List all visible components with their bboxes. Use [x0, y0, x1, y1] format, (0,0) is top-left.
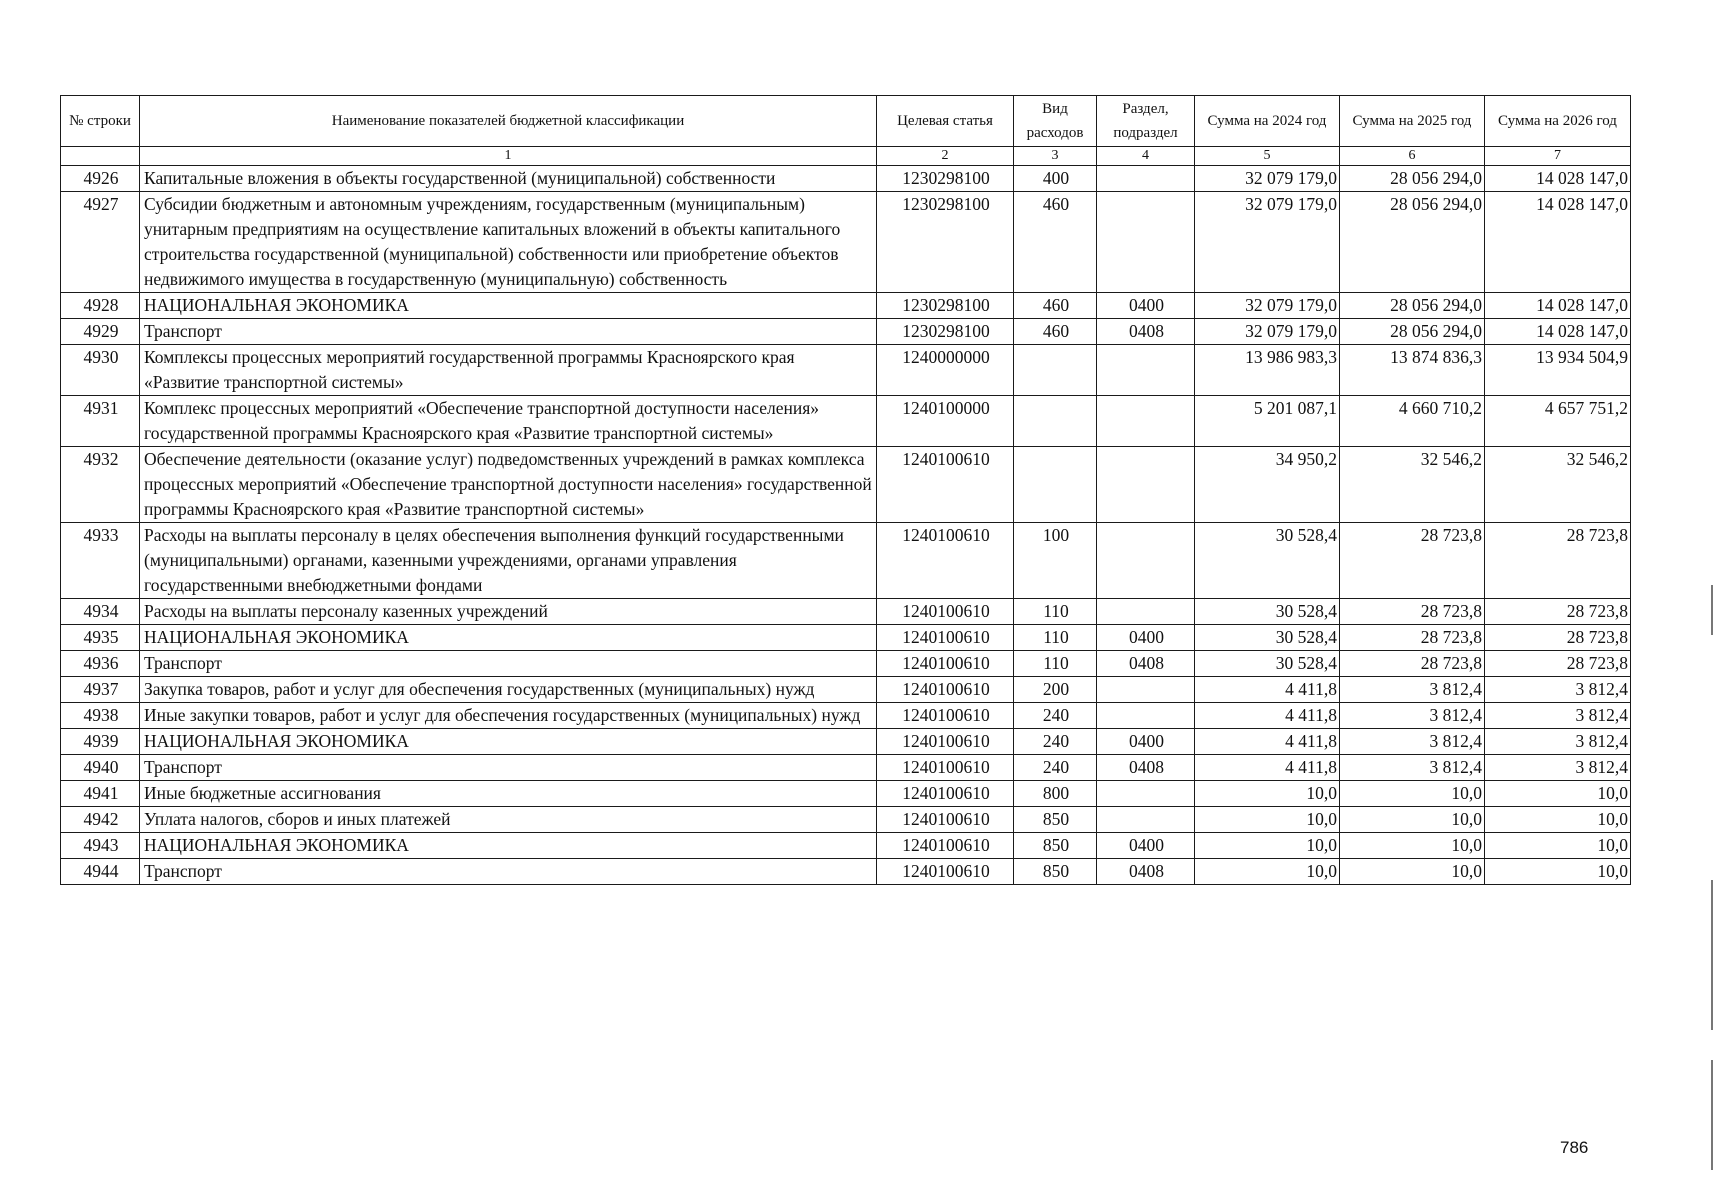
table-row	[61, 166, 1631, 192]
target-article-cell: 1240100610	[877, 447, 1014, 523]
expense-type-cell	[1014, 447, 1097, 523]
target-article-cell: 1230298100	[877, 192, 1014, 293]
expense-type-cell: 240	[1014, 729, 1097, 755]
sum-2026-cell: 14 028 147,0	[1485, 293, 1631, 319]
column-number: 5	[1195, 147, 1340, 166]
scan-edge-mark	[1711, 585, 1713, 635]
row-number-cell: 4930	[61, 345, 140, 396]
sum-2026-cell: 32 546,2	[1485, 447, 1631, 523]
target-article-cell: 1240100000	[877, 396, 1014, 447]
section-cell	[1097, 192, 1195, 293]
sum-2025-cell: 28 056 294,0	[1340, 192, 1485, 293]
header-row-number: № строки	[61, 96, 140, 147]
sum-2024-cell: 10,0	[1195, 859, 1340, 885]
row-number-cell: 4940	[61, 755, 140, 781]
header-indicator-name: Наименование показателей бюджетной классификации	[140, 96, 877, 147]
sum-2026-cell: 3 812,4	[1485, 677, 1631, 703]
sum-2024-cell: 4 411,8	[1195, 677, 1340, 703]
indicator-name-cell: Расходы на выплаты персоналу в целях обеспечения выполнения функций государственными (муниципальными) органами, казенными учреждениями, органами управления государственными внебюджетными фондами	[140, 523, 877, 599]
row-number-cell: 4932	[61, 447, 140, 523]
sum-2025-cell: 4 660 710,2	[1340, 396, 1485, 447]
section-cell: 0400	[1097, 729, 1195, 755]
indicator-name-cell: Капитальные вложения в объекты государственной (муниципальной) собственности	[140, 166, 877, 192]
sum-2025-cell: 28 056 294,0	[1340, 166, 1485, 192]
sum-2024-cell: 5 201 087,1	[1195, 396, 1340, 447]
expense-type-cell: 240	[1014, 703, 1097, 729]
sum-2026-cell: 3 812,4	[1485, 729, 1631, 755]
table-row	[61, 859, 1631, 885]
table-row	[61, 755, 1631, 781]
sum-2026-cell: 10,0	[1485, 833, 1631, 859]
expense-type-cell: 110	[1014, 625, 1097, 651]
table-row	[61, 703, 1631, 729]
column-number: 3	[1014, 147, 1097, 166]
row-number-cell: 4943	[61, 833, 140, 859]
table-row	[61, 396, 1631, 447]
section-cell: 0408	[1097, 859, 1195, 885]
sum-2025-cell: 3 812,4	[1340, 703, 1485, 729]
sum-2026-cell: 13 934 504,9	[1485, 345, 1631, 396]
section-cell: 0408	[1097, 319, 1195, 345]
table-row	[61, 345, 1631, 396]
table-row	[61, 523, 1631, 599]
sum-2025-cell: 28 723,8	[1340, 651, 1485, 677]
section-cell	[1097, 447, 1195, 523]
expense-type-cell: 850	[1014, 859, 1097, 885]
target-article-cell: 1240100610	[877, 625, 1014, 651]
section-cell: 0400	[1097, 833, 1195, 859]
header-sum-2026: Сумма на 2026 год	[1485, 96, 1631, 147]
target-article-cell: 1240100610	[877, 755, 1014, 781]
section-cell	[1097, 523, 1195, 599]
indicator-name-cell: Иные закупки товаров, работ и услуг для обеспечения государственных (муниципальных) нужд	[140, 703, 877, 729]
indicator-name-cell: Закупка товаров, работ и услуг для обеспечения государственных (муниципальных) нужд	[140, 677, 877, 703]
expense-type-cell: 100	[1014, 523, 1097, 599]
section-cell	[1097, 599, 1195, 625]
column-number: 7	[1485, 147, 1631, 166]
indicator-name-cell: Расходы на выплаты персоналу казенных учреждений	[140, 599, 877, 625]
sum-2024-cell: 32 079 179,0	[1195, 319, 1340, 345]
header-expense-type: Вид расходов	[1014, 96, 1097, 147]
section-cell	[1097, 345, 1195, 396]
row-number-cell: 4939	[61, 729, 140, 755]
indicator-name-cell: Транспорт	[140, 319, 877, 345]
expense-type-cell: 800	[1014, 781, 1097, 807]
table-row	[61, 651, 1631, 677]
sum-2025-cell: 3 812,4	[1340, 677, 1485, 703]
column-number-blank	[61, 147, 140, 166]
row-number-cell: 4936	[61, 651, 140, 677]
table-row	[61, 781, 1631, 807]
target-article-cell: 1240100610	[877, 729, 1014, 755]
target-article-cell: 1230298100	[877, 293, 1014, 319]
target-article-cell: 1230298100	[877, 166, 1014, 192]
sum-2024-cell: 30 528,4	[1195, 651, 1340, 677]
sum-2026-cell: 14 028 147,0	[1485, 166, 1631, 192]
sum-2026-cell: 3 812,4	[1485, 755, 1631, 781]
row-number-cell: 4928	[61, 293, 140, 319]
sum-2026-cell: 28 723,8	[1485, 651, 1631, 677]
expense-type-cell: 110	[1014, 599, 1097, 625]
sum-2026-cell: 3 812,4	[1485, 703, 1631, 729]
indicator-name-cell: Иные бюджетные ассигнования	[140, 781, 877, 807]
sum-2026-cell: 14 028 147,0	[1485, 192, 1631, 293]
table-body	[61, 166, 1631, 885]
indicator-name-cell: Транспорт	[140, 755, 877, 781]
target-article-cell: 1240100610	[877, 807, 1014, 833]
indicator-name-cell: Обеспечение деятельности (оказание услуг) подведомственных учреждений в рамках комплекса процессных мероприятий «Обеспечение транспортной доступности населения» государственной программы Красноярского края «Развитие транспортной системы»	[140, 447, 877, 523]
budget-table	[60, 95, 1631, 885]
indicator-name-cell: Транспорт	[140, 651, 877, 677]
section-cell	[1097, 166, 1195, 192]
scan-edge-mark	[1711, 1060, 1713, 1170]
indicator-name-cell: НАЦИОНАЛЬНАЯ ЭКОНОМИКА	[140, 729, 877, 755]
indicator-name-cell: Комплексы процессных мероприятий государственной программы Красноярского края «Развитие транспортной системы»	[140, 345, 877, 396]
row-number-cell: 4933	[61, 523, 140, 599]
target-article-cell: 1240100610	[877, 703, 1014, 729]
table-row	[61, 319, 1631, 345]
section-cell: 0408	[1097, 755, 1195, 781]
sum-2025-cell: 32 546,2	[1340, 447, 1485, 523]
row-number-cell: 4941	[61, 781, 140, 807]
column-number: 2	[877, 147, 1014, 166]
sum-2024-cell: 4 411,8	[1195, 729, 1340, 755]
section-cell	[1097, 396, 1195, 447]
row-number-cell: 4934	[61, 599, 140, 625]
row-number-cell: 4927	[61, 192, 140, 293]
sum-2025-cell: 28 056 294,0	[1340, 319, 1485, 345]
sum-2025-cell: 3 812,4	[1340, 755, 1485, 781]
sum-2024-cell: 13 986 983,3	[1195, 345, 1340, 396]
row-number-cell: 4926	[61, 166, 140, 192]
sum-2026-cell: 28 723,8	[1485, 625, 1631, 651]
column-number-row	[61, 147, 1631, 166]
table-row	[61, 293, 1631, 319]
expense-type-cell: 460	[1014, 192, 1097, 293]
sum-2025-cell: 28 056 294,0	[1340, 293, 1485, 319]
expense-type-cell: 460	[1014, 319, 1097, 345]
column-number: 6	[1340, 147, 1485, 166]
expense-type-cell	[1014, 345, 1097, 396]
sum-2024-cell: 10,0	[1195, 807, 1340, 833]
target-article-cell: 1240000000	[877, 345, 1014, 396]
expense-type-cell: 850	[1014, 833, 1097, 859]
sum-2025-cell: 10,0	[1340, 807, 1485, 833]
target-article-cell: 1240100610	[877, 599, 1014, 625]
indicator-name-cell: Субсидии бюджетным и автономным учреждениям, государственным (муниципальным) унитарным предприятиям на осуществление капитальных вложений в объекты капитального строительства государственной (муниципальной) собственности или приобретение объектов недвижимого имущества в государственную (муниципальную) собственность	[140, 192, 877, 293]
scan-edge-mark	[1711, 880, 1713, 1030]
row-number-cell: 4938	[61, 703, 140, 729]
section-cell	[1097, 703, 1195, 729]
indicator-name-cell: Уплата налогов, сборов и иных платежей	[140, 807, 877, 833]
expense-type-cell: 240	[1014, 755, 1097, 781]
expense-type-cell: 850	[1014, 807, 1097, 833]
column-number: 4	[1097, 147, 1195, 166]
table-row	[61, 833, 1631, 859]
sum-2024-cell: 10,0	[1195, 781, 1340, 807]
sum-2024-cell: 32 079 179,0	[1195, 293, 1340, 319]
indicator-name-cell: НАЦИОНАЛЬНАЯ ЭКОНОМИКА	[140, 625, 877, 651]
sum-2025-cell: 28 723,8	[1340, 599, 1485, 625]
sum-2025-cell: 28 723,8	[1340, 625, 1485, 651]
sum-2024-cell: 34 950,2	[1195, 447, 1340, 523]
table-header-row	[61, 96, 1631, 147]
row-number-cell: 4942	[61, 807, 140, 833]
sum-2025-cell: 13 874 836,3	[1340, 345, 1485, 396]
expense-type-cell: 400	[1014, 166, 1097, 192]
indicator-name-cell: Комплекс процессных мероприятий «Обеспечение транспортной доступности населения» государственной программы Красноярского края «Развитие транспортной системы»	[140, 396, 877, 447]
target-article-cell: 1240100610	[877, 677, 1014, 703]
table-row	[61, 599, 1631, 625]
sum-2025-cell: 10,0	[1340, 833, 1485, 859]
table-row	[61, 807, 1631, 833]
row-number-cell: 4937	[61, 677, 140, 703]
sum-2024-cell: 30 528,4	[1195, 599, 1340, 625]
table-row	[61, 677, 1631, 703]
target-article-cell: 1240100610	[877, 523, 1014, 599]
sum-2026-cell: 14 028 147,0	[1485, 319, 1631, 345]
sum-2026-cell: 28 723,8	[1485, 599, 1631, 625]
sum-2024-cell: 32 079 179,0	[1195, 192, 1340, 293]
sum-2026-cell: 10,0	[1485, 859, 1631, 885]
expense-type-cell: 460	[1014, 293, 1097, 319]
section-cell	[1097, 781, 1195, 807]
expense-type-cell	[1014, 396, 1097, 447]
section-cell	[1097, 677, 1195, 703]
sum-2024-cell: 30 528,4	[1195, 523, 1340, 599]
sum-2026-cell: 10,0	[1485, 781, 1631, 807]
sum-2026-cell: 4 657 751,2	[1485, 396, 1631, 447]
target-article-cell: 1240100610	[877, 651, 1014, 677]
table-row	[61, 625, 1631, 651]
sum-2024-cell: 32 079 179,0	[1195, 166, 1340, 192]
table-row	[61, 192, 1631, 293]
expense-type-cell: 200	[1014, 677, 1097, 703]
indicator-name-cell: Транспорт	[140, 859, 877, 885]
sum-2024-cell: 10,0	[1195, 833, 1340, 859]
header-sum-2025: Сумма на 2025 год	[1340, 96, 1485, 147]
target-article-cell: 1240100610	[877, 859, 1014, 885]
header-target-article: Целевая статья	[877, 96, 1014, 147]
row-number-cell: 4935	[61, 625, 140, 651]
table-row	[61, 729, 1631, 755]
section-cell: 0408	[1097, 651, 1195, 677]
sum-2024-cell: 4 411,8	[1195, 755, 1340, 781]
row-number-cell: 4931	[61, 396, 140, 447]
row-number-cell: 4944	[61, 859, 140, 885]
row-number-cell: 4929	[61, 319, 140, 345]
section-cell: 0400	[1097, 293, 1195, 319]
sum-2026-cell: 10,0	[1485, 807, 1631, 833]
column-number: 1	[140, 147, 877, 166]
sum-2025-cell: 3 812,4	[1340, 729, 1485, 755]
sum-2025-cell: 28 723,8	[1340, 523, 1485, 599]
sum-2024-cell: 4 411,8	[1195, 703, 1340, 729]
sum-2026-cell: 28 723,8	[1485, 523, 1631, 599]
sum-2025-cell: 10,0	[1340, 781, 1485, 807]
sum-2024-cell: 30 528,4	[1195, 625, 1340, 651]
sum-2025-cell: 10,0	[1340, 859, 1485, 885]
target-article-cell: 1230298100	[877, 319, 1014, 345]
indicator-name-cell: НАЦИОНАЛЬНАЯ ЭКОНОМИКА	[140, 293, 877, 319]
target-article-cell: 1240100610	[877, 833, 1014, 859]
expense-type-cell: 110	[1014, 651, 1097, 677]
table-row	[61, 447, 1631, 523]
indicator-name-cell: НАЦИОНАЛЬНАЯ ЭКОНОМИКА	[140, 833, 877, 859]
section-cell	[1097, 807, 1195, 833]
target-article-cell: 1240100610	[877, 781, 1014, 807]
header-section: Раздел, подраздел	[1097, 96, 1195, 147]
section-cell: 0400	[1097, 625, 1195, 651]
page-number: 786	[1560, 1138, 1589, 1157]
header-sum-2024: Сумма на 2024 год	[1195, 96, 1340, 147]
